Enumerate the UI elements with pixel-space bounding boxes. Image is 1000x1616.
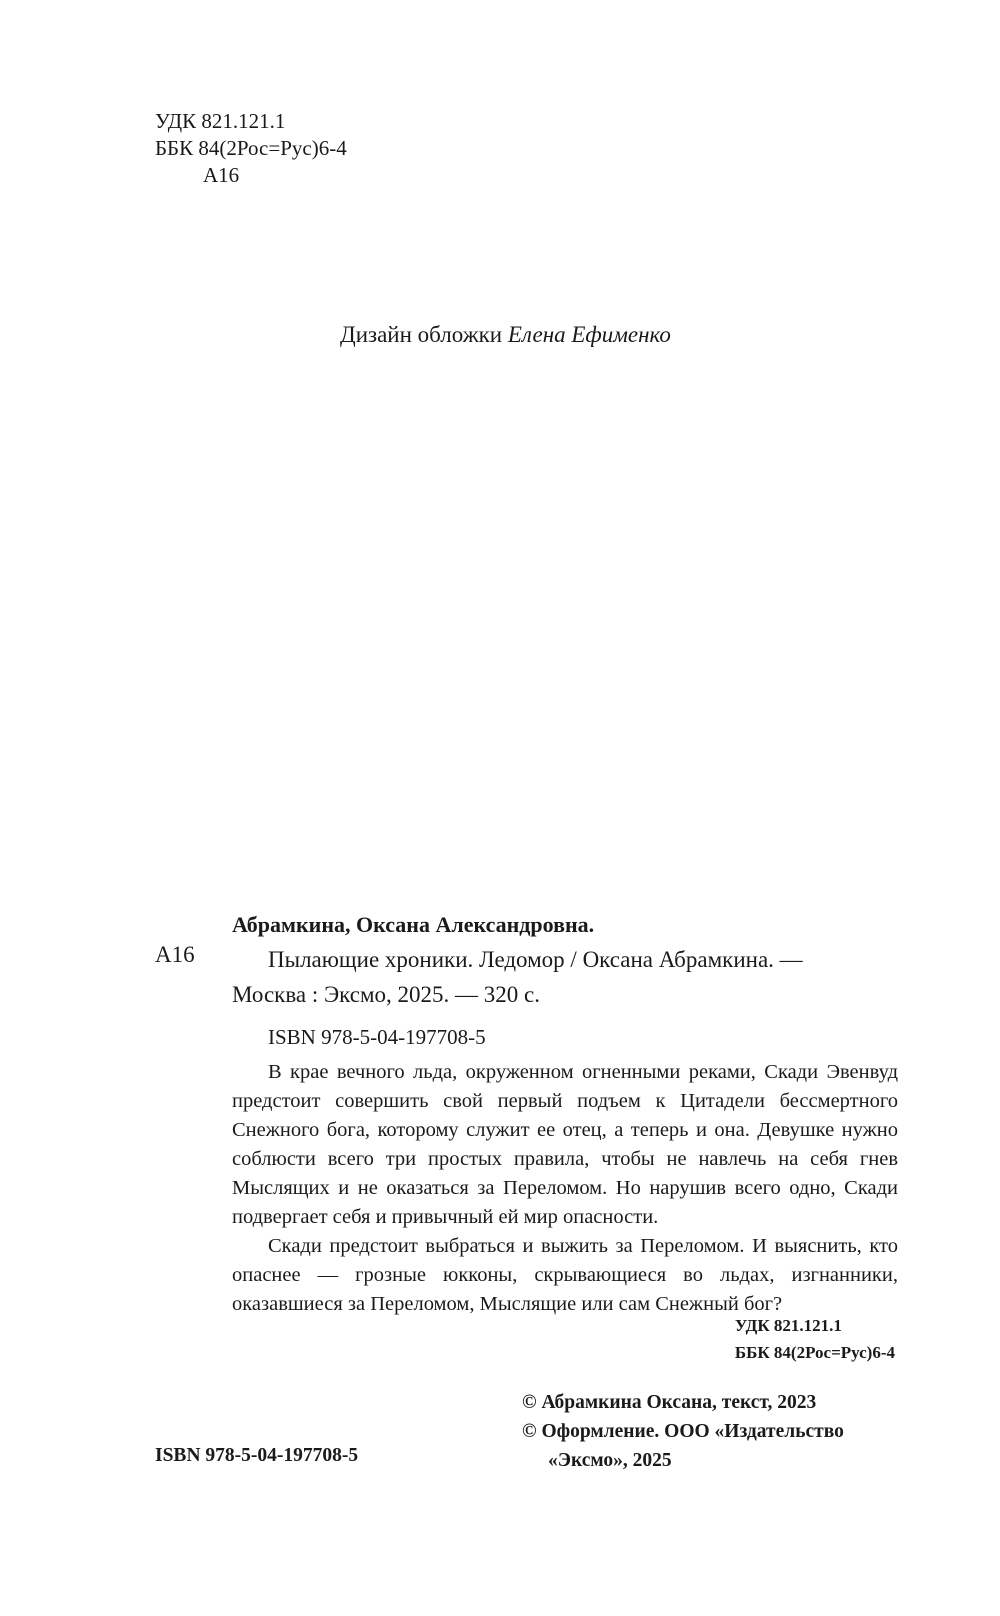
top-author-mark: А16 xyxy=(203,163,240,187)
copyright-line-1: © Абрамкина Оксана, текст, 2023 xyxy=(522,1392,817,1413)
top-udk: УДК 821.121.1 xyxy=(155,109,286,133)
bottom-bbk: ББК 84(2Рос=Рус)6-4 xyxy=(734,1343,895,1362)
bottom-isbn: ISBN 978-5-04-197708-5 xyxy=(155,1445,359,1466)
copyright-line-2: © Оформление. ООО «Издательство xyxy=(522,1421,844,1442)
top-bbk: ББК 84(2Рос=Рус)6-4 xyxy=(155,136,347,160)
bottom-udk: УДК 821.121.1 xyxy=(734,1316,842,1335)
bottom-classification-codes xyxy=(735,1312,895,1366)
designer-name: Елена Ефименко xyxy=(507,322,671,347)
catalog-card xyxy=(232,907,898,1052)
card-isbn: ISBN 978-5-04-197708-5 xyxy=(268,1025,486,1049)
top-classification-codes xyxy=(155,108,347,189)
annotation-paragraph-1: В крае вечного льда, окруженном огненными реками, Скади Эвенвуд предстоит совершить свой первый подъем к Цитадели бессмертного Снежного бога, которому служит ее отец, а теперь и она. Девушке нужно соблюсти всего три простых правила, чтобы не навлечь на себя гнев Мыслящих и не оказаться за Переломом. Но нарушив всего одно, Скади подвергает себя и привычный ей мир опасности. xyxy=(232,1061,898,1228)
annotation-paragraph-2: Скади предстоит выбраться и выжить за Переломом. И выяснить, кто опаснее — грозные юкконы, скрывающиеся во льдах, изгнанники, оказавшиеся за Переломом, Мыслящие или сам Снежный бог? xyxy=(232,1235,898,1315)
card-title-line-1: Пылающие хроники. Ледомор / Оксана Абрамкина. — xyxy=(268,947,803,972)
catalog-card-index: А16 xyxy=(155,942,195,967)
annotation xyxy=(232,1058,898,1319)
card-title-line-2: Москва : Эксмо, 2025. — 320 с. xyxy=(232,982,540,1007)
copyright-block xyxy=(522,1388,844,1475)
card-author: Абрамкина, Оксана Александровна. xyxy=(232,912,595,937)
copyright-line-3: «Эксмо», 2025 xyxy=(548,1450,672,1471)
cover-design-credit xyxy=(340,322,671,348)
design-label: Дизайн обложки xyxy=(340,322,503,347)
